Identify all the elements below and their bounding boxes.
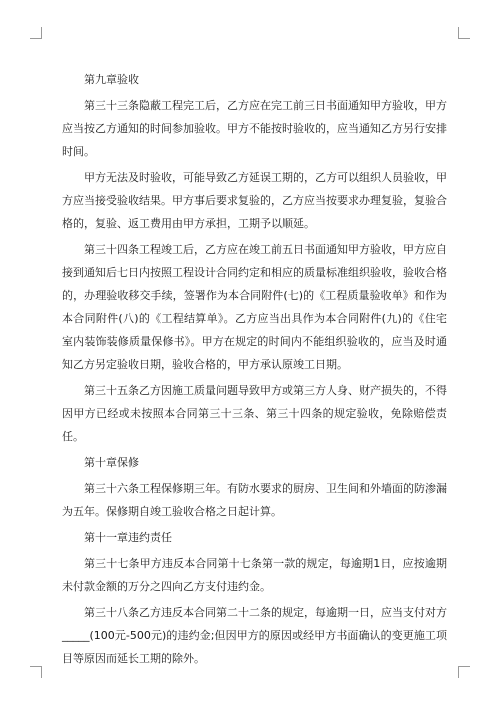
- chapter-heading-10: 第十章保修: [84, 456, 139, 469]
- chapter-heading-9: 第九章验收: [84, 73, 139, 86]
- document-body: [62, 68, 447, 673]
- clause-36: 第三十六条工程保修期三年。有防水要求的厨房、卫生间和外墙面的防渗漏为五年。保修期自竣工验收合格之日起计算。: [62, 482, 447, 518]
- clause-37: 第三十七条甲方违反本合同第十七条第一款的规定，每逾期1日，应按逾期未付款金额的万分之四向乙方支付违约金。: [62, 557, 447, 593]
- chapter-heading-11: 第十一章违约责任: [84, 531, 172, 544]
- clause-35: 第三十五条乙方因施工质量问题导致甲方或第三方人身、财产损失的，不得因甲方已经或未按照本合同第三十三条、第三十四条的规定验收，免除赔偿责任。: [62, 384, 447, 443]
- clause-38: 第三十八条乙方违反本合同第二十二条的规定，每逾期一日，应当支付对方_____(100元-500元)的违约金;但因甲方的原因或经甲方书面确认的变更施工项目等原因而延长工期的除外。: [62, 606, 447, 665]
- clause-33-continued: 甲方无法及时验收，可能导致乙方延误工期的，乙方可以组织人员验收，甲方应当接受验收结果。甲方事后要求复验的，乙方应当按要求办理复验，复验合格的，复验、返工费用由甲方承担，工期予以顺延。: [62, 171, 447, 230]
- clause-33: 第三十三条隐蔽工程完工后，乙方应在完工前三日书面通知甲方验收，甲方应当按乙方通知的时间参加验收。甲方不能按时验收的，应当通知乙方另行安排时间。: [62, 99, 447, 158]
- clause-34: 第三十四条工程竣工后，乙方应在竣工前五日书面通知甲方验收，甲方应自接到通知后七日内按照工程设计合同约定和相应的质量标准组织验收，验收合格的，办理验收移交手续，签署作为本合同附件(七)的《工程质量验收单》和作为本合同附件(八)的《工程结算单》。乙方应当出具作为本合同附件(九)的《住宅室内装饰装修质量保修书》。甲方在规定的时间内不能组织验收的，应当及时通知乙方另定验收日期，验收合格的，甲方承认原竣工日期。: [62, 243, 447, 371]
